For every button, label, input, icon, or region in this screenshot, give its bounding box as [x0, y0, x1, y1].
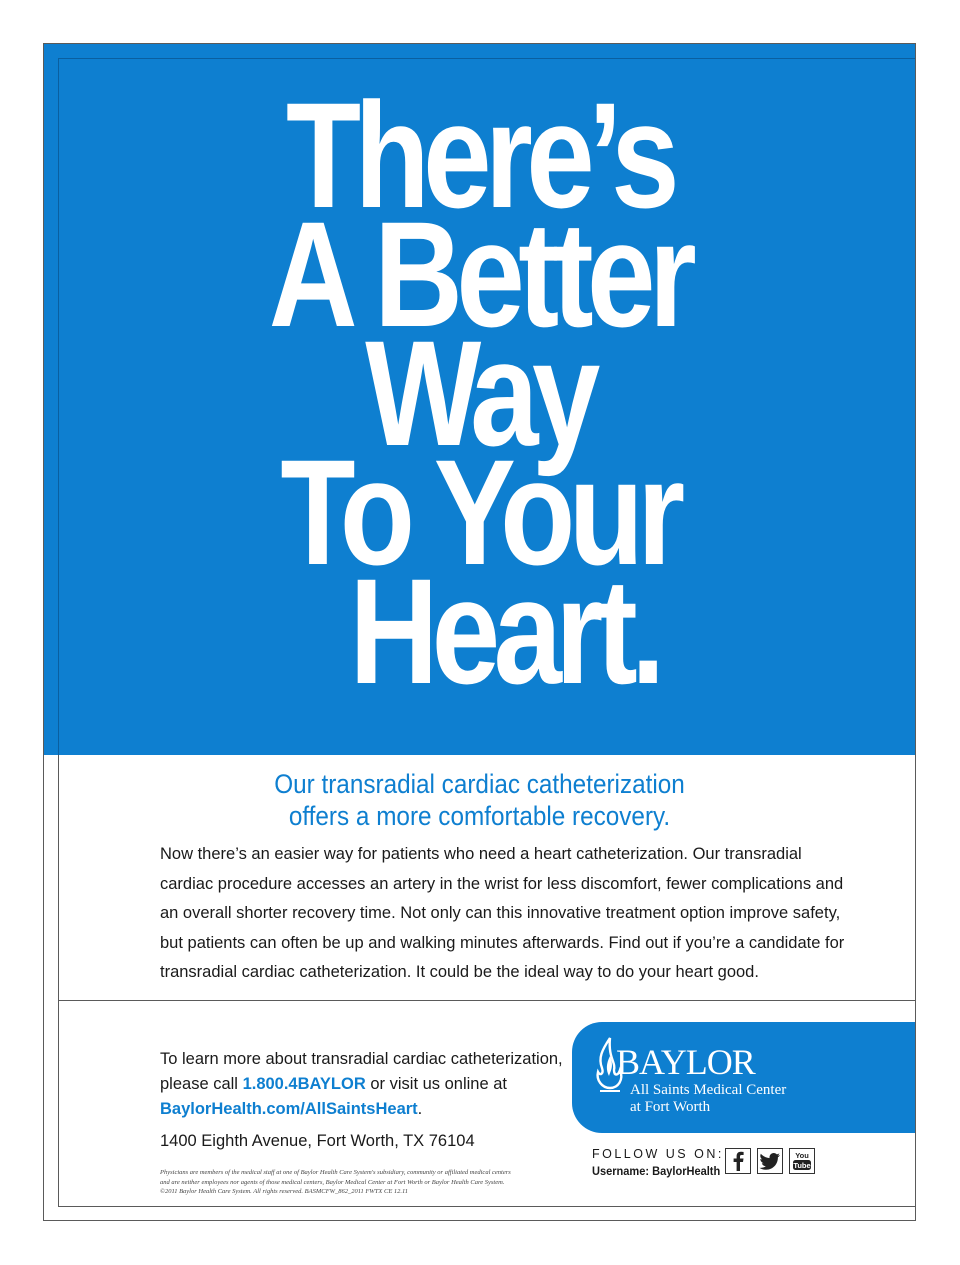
body-copy: Now there’s an easier way for patients who need a heart catheterization. Our transradial cardiac procedure accesses an artery in the wrist for less discomfort, fewer complications and an overall shorter recovery time. Not only can this innovative treatment option improve safety, but patients can often be up and walking minutes afterwards. Find out if you’re a candidate for transradial cardiac catheterization. It could be the ideal way to do your heart good. — [160, 845, 845, 981]
address: 1400 Eighth Avenue, Fort Worth, TX 76104 — [160, 1132, 475, 1150]
contact-intro: To learn more about transradial cardiac catheterization, — [160, 1050, 563, 1068]
inner-frame-left — [58, 755, 59, 1207]
subhead — [88, 768, 872, 832]
call-prefix: please call — [160, 1075, 238, 1093]
headline-line-5: Heart. — [349, 547, 659, 715]
svg-text:You: You — [795, 1151, 809, 1160]
logo-name: BAYLOR — [616, 1042, 755, 1082]
headline-line-1: There’s — [285, 71, 674, 239]
hero-inner-rule — [58, 58, 915, 59]
logo-subtitle-2: at Fort Worth — [630, 1099, 711, 1115]
headline — [122, 71, 836, 715]
section-divider — [58, 1000, 915, 1001]
contact-info — [160, 1047, 580, 1122]
ad-frame — [43, 43, 916, 1221]
hero-banner — [44, 44, 915, 755]
svg-text:Tube: Tube — [793, 1161, 811, 1170]
follow-us-label: FOLLOW US ON: — [592, 1147, 724, 1161]
baylor-logo — [572, 1022, 916, 1133]
subhead-line-1: Our transradial cardiac catheterization — [274, 769, 685, 799]
phone-number[interactable]: 1.800.4BAYLOR — [242, 1075, 366, 1093]
call-suffix: or visit us online at — [370, 1075, 508, 1093]
headline-line-2: A Better — [268, 190, 691, 358]
twitter-icon[interactable] — [757, 1148, 783, 1174]
facebook-icon[interactable] — [725, 1148, 751, 1174]
youtube-icon[interactable] — [789, 1148, 815, 1174]
website-link[interactable]: BaylorHealth.com/AllSaintsHeart — [160, 1100, 418, 1118]
headline-line-4: To Your — [280, 428, 679, 596]
social-username: Username: BaylorHealth — [592, 1164, 721, 1178]
headline-line-3: Way — [365, 309, 594, 477]
inner-frame-bottom — [58, 1206, 915, 1207]
subhead-line-2: offers a more comfortable recovery. — [288, 801, 671, 831]
logo-subtitle-1: All Saints Medical Center — [630, 1082, 787, 1098]
disclaimer: Physicians are members of the medical staff at one of Baylor Health Care System's subsidiary, community or affiliated medical centers and are neither employees nor agents of those medical centers, Baylor Medical Center at Fort Worth or Baylor Health Care System. ©2011 Baylor Health Care System. All rights reserved. BASMCFW_862_2011 FWTX CE 12.11 — [160, 1169, 511, 1195]
hero-inner-rule-left — [58, 58, 59, 755]
url-suffix: . — [417, 1100, 423, 1118]
